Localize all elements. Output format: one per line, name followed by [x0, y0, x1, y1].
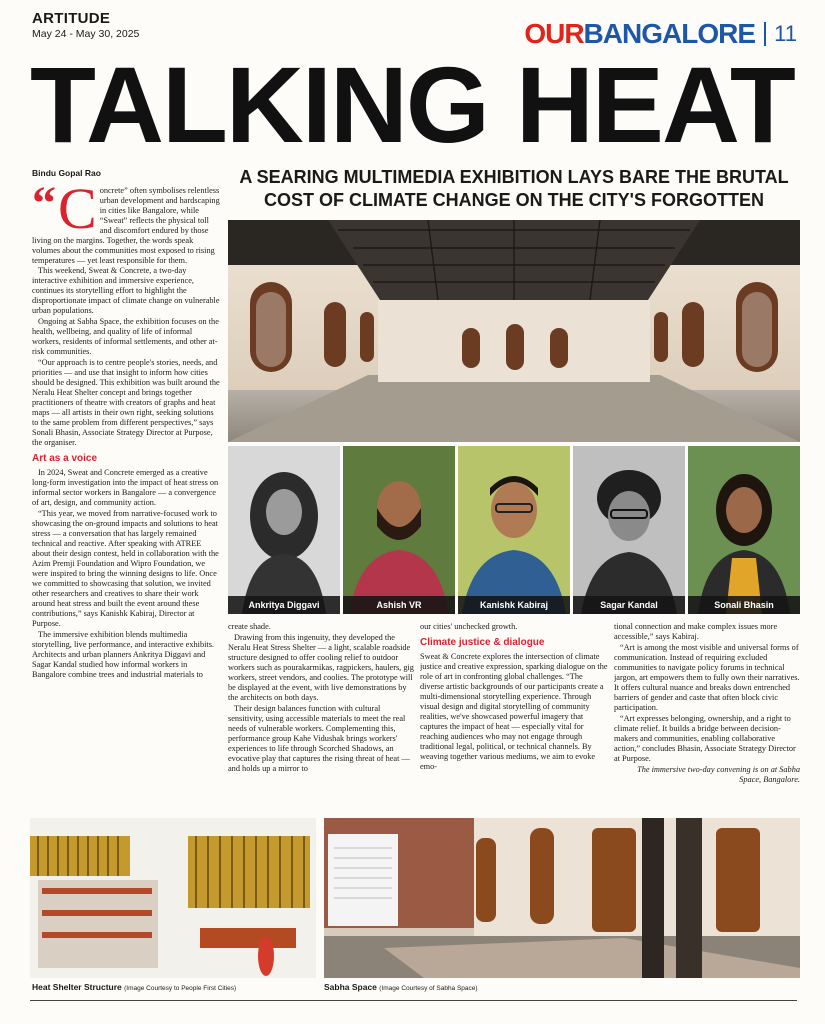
- body-paragraph: “This year, we moved from narrative-focused work to showcasing the on-ground impacts and solutions to heat stress — a conversation that has largely remained technical and reactive. After speaking with ATREE about their design contest, held in collaboration with the Azim Premji Foundation and Wipro Foundation, we were inspired to bring the winning designs to life. Once we committed to showcasing that solution, we invited other researchers and creatives to share their work around heat stress and built the event around these contributions,” says Kanishk Kabiraj, Director at Purpose.: [32, 509, 219, 628]
- body-paragraph: create shade.: [228, 622, 271, 631]
- drop-cap: C: [58, 186, 97, 241]
- caption-heat-shelter: Heat Shelter Structure (Image Courtesy to People First Cities): [32, 982, 237, 992]
- hall-photo: [228, 220, 800, 442]
- portrait-name: Ankritya Diggavi: [228, 596, 340, 614]
- byline: Bindu Gopal Rao: [32, 168, 101, 178]
- body-paragraph: our cities' unchecked growth.: [420, 622, 518, 631]
- portrait-ashish-vr: [343, 446, 455, 614]
- portrait-name: Sonali Bhasin: [688, 596, 800, 614]
- page-number: 11: [764, 22, 797, 46]
- deck: A SEARING MULTIMEDIA EXHIBITION LAYS BARE THE BRUTAL COST OF CLIMATE CHANGE ON THE CITY'S FORGOTTEN: [239, 167, 789, 210]
- body-paragraph: Sweat & Concrete explores the intersection of climate justice and creative expression, sparking dialogue on the role of art in confronting global challenges. “The diverse artistic backgrounds of our participants create a multi-dimensional storytelling experience. Through visual design and digital storytelling of community realities, we've showcased powerful imagery that captures the impact of heat — especially vital for reaching audiences who may not engage through traditional legal, political, or technical channels. By weaving together various mediums, we aim to evoke emo-: [420, 652, 608, 771]
- caption-sabha-space: Sabha Space (Image Courtesy of Sabha Space): [324, 982, 478, 992]
- body-paragraph: Ongoing at Sabha Space, the exhibition focuses on the health, wellbeing, and quality of life of informal workers, residents of informal settlements, and other at-risk communities.: [32, 317, 219, 356]
- portrait-sagar-kandal: [573, 446, 685, 614]
- body-paragraph: “Art is among the most visible and universal forms of communication. Instead of requiring excluded communities to navigate policy forums in technical jargon, art empowers them to fully own their narratives. It offers cultural nuance and breaks down entrenched barriers of gender and caste that often block civic participation.: [614, 643, 800, 712]
- issue-date: May 24 - May 30, 2025: [32, 28, 140, 40]
- article-column-4: [614, 622, 800, 812]
- body-paragraph: Their design balances function with cultural sensitivity, using accessible materials to meet the real needs of vulnerable workers. Complementing this, performance group Kahe Vidushak brings workers' experiences to life through Scorched Shadows, an evocative play that captures the rising threat of heat — and holds up a mirror to: [228, 704, 410, 773]
- bottom-divider: [30, 1000, 797, 1001]
- body-paragraph: The immersive exhibition blends multimedia storytelling, live performance, and interactive exhibits. Architects and urban planners Ankritya Diggavi and Sagar Kandal studied how informal workers in Bangalore combine trees and industrial materials to: [32, 630, 215, 679]
- body-paragraph: This weekend, Sweat & Concrete, a two-day interactive exhibition and immersive experience, continues its storytelling effort to highlight the disproportionate impact of climate change on vulnerable urban populations.: [32, 266, 220, 315]
- drop-quote-mark: “: [32, 186, 56, 230]
- headline: TALKING HEAT: [30, 44, 794, 165]
- portrait-name: Ashish VR: [343, 596, 455, 614]
- subhead-climate-justice: Climate justice & dialogue: [420, 637, 545, 648]
- heat-shelter-photo: [30, 818, 316, 978]
- sabha-space-photo: [324, 818, 800, 978]
- portrait-name: Kanishk Kabiraj: [458, 596, 570, 614]
- body-paragraph: Drawing from this ingenuity, they developed the Neralu Heat Stress Shelter — a light, scalable roadside structure designed to offer cooling relief to outdoor workers such as pourakarmikas, ragpickers, haulers, gig workers, street vendors, and coolies. The prototype will be displayed at the event, with live demonstrations by the architects on both days.: [228, 633, 414, 702]
- lead-text: oncrete” often symbolises relentless urban development and hardscaping in cities like Bangalore, while “Sweat” reflects the physical toll and discomfort endured by those living on the margins. Together, the words speak volumes about the communities most exposed to rising temperatures — yet least responsible for them.: [32, 186, 220, 265]
- article-column-3: [420, 622, 608, 812]
- masthead-logo: OURBANGALORE: [524, 18, 755, 49]
- portrait-sonali-bhasin: [688, 446, 800, 614]
- article-column-1: [32, 186, 220, 811]
- portrait-ankritya-diggavi: [228, 446, 340, 614]
- portrait-name: Sagar Kandal: [573, 596, 685, 614]
- lead-paragraph: [32, 186, 220, 266]
- subhead-art-as-a-voice: Art as a voice: [32, 453, 98, 464]
- section-label: ARTITUDE: [32, 10, 111, 27]
- body-paragraph: tional connection and make complex issues more accessible,” says Kabiraj.: [614, 622, 778, 641]
- body-paragraph: “Our approach is to centre people's stories, needs, and priorities — and use that insight to inform how cities should be designed. This exhibition was built around the Neralu Heat Shelter concept and brings together practitioners of theatre with creators of graphs and heat maps — all artists in their own right, seeking solutions to the same problem from different perspectives,” says Sonali Bhasin, Associate Strategy Director at Purpose, the organiser.: [32, 358, 220, 447]
- body-paragraph: In 2024, Sweat and Concrete emerged as a creative long-form investigation into the impact of heat stress on informal sector workers in Bangalore — a convergence of art, design, and community action.: [32, 468, 219, 507]
- body-paragraph: “Art expresses belonging, ownership, and a right to climate relief. It builds a bridge between decision-makers and communities, enabling collaborative action,” concludes Bhasin, Associate Strategy Director at Purpose.: [614, 714, 796, 763]
- article-column-2: [228, 622, 414, 812]
- portrait-kanishk-kabiraj: [458, 446, 570, 614]
- closing-note: The immersive two-day convening is on at Sabha Space, Bangalore.: [637, 765, 800, 784]
